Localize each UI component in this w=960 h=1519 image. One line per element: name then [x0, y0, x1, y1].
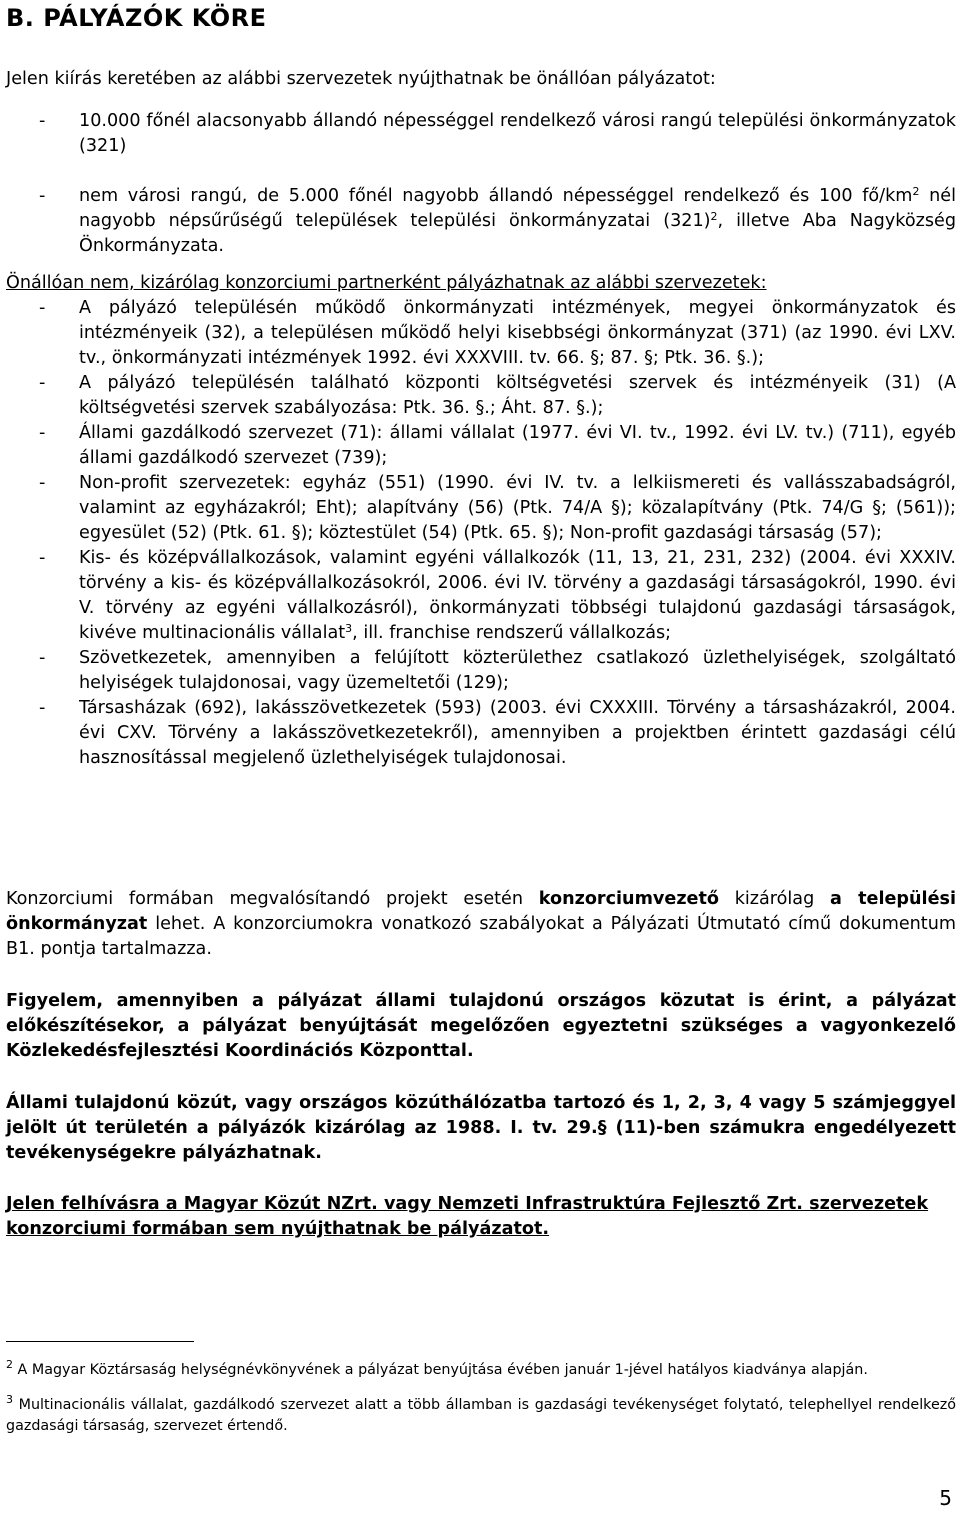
footnote-ref: 3 [345, 622, 353, 635]
warning-paragraph: Állami tulajdonú közút, vagy országos közúthálózatba tartozó és 1, 2, 3, 4 vagy 5 számjeggyel jelölt út területén a pályázók kizárólag az 1988. I. tv. 29.§ (11)-ben számukra engedélyezett tevékenységekre pályázhatnak. [6, 1093, 956, 1163]
list-item: - Kis- és középvállalkozások, valamint egyéni vállalkozók (11, 13, 21, 231, 232) (2004. évi XXXIV. törvény a kis- és középvállalkozásokról, 2006. évi IV. törvény a gazdasági társaságokról, 1990. évi V. törvény az egyéni vállalkozásról), önkormányzati többségi tulajdonú gazdasági társaságok, kivéve multinacionális vállalat$^3$, ill. franchise rendszerű vállalkozás; [6, 546, 956, 646]
list-item: - 10.000 főnél alacsonyabb állandó népességgel rendelkező városi rangú települési önkormányzatok (321) [6, 109, 956, 159]
intro-text: Jelen kiírás keretében az alábbi szervezetek nyújthatnak be önállóan pályázatot: [6, 69, 716, 89]
independent-applicants-list [6, 109, 956, 259]
list-item: - Non-profit szervezetek: egyház (551) (1990. évi IV. tv. a lelkiismereti és vallásszabadságról, valamint az egyházakról; Eht); alapítvány (56) (Ptk. 74/A §); közalapítvány (Ptk. 74/G §; (561)); egyesület (52) (Ptk. 61. §); köztestület (54) (Ptk. 65. §); Non-profit gazdasági társaság (57); [6, 471, 956, 546]
warning-paragraph: Jelen felhívásra a Magyar Közút NZrt. vagy Nemzeti Infrastruktúra Fejlesztő Zrt. szervezetek konzorciumi formában sem nyújthatnak be pályázatot. [6, 1194, 929, 1239]
list-item: - A pályázó településén található központi költségvetési szervek és intézményeik (31) (A költségvetési szervek szabályozása: Ptk. 36. §.; Áht. 87. §.); [6, 371, 956, 421]
page-number: 5 [939, 1486, 952, 1510]
footnote: $^3$ Multinacionális vállalat, gazdálkodó szervezet alatt a több államban is gazdasági tevékenységet folytató, telephellyel rendelkező gazdasági társaság, szervezet értendő. [6, 1393, 956, 1434]
list-item: - nem városi rangú, de 5.000 főnél nagyobb állandó népességgel rendelkező és 100 $fő/km^2$ nél nagyobb népsűrűségű települések települési önkormányzatai $(321)^2$, illetve Aba Nagyközség Önkormányzata. [6, 184, 956, 259]
warning-paragraph: Figyelem, amennyiben a pályázat állami tulajdonú országos közutat is érint, a pályázat előkészítésekor, a pályázat benyújtását megelőzően egyeztetni szükséges a vagyonkezelő Közlekedésfejlesztési Koordinációs Központtal. [6, 991, 956, 1061]
list-item: - Szövetkezetek, amennyiben a felújított közterülethez csatlakozó üzlethelyiségek, szolgáltató helyiségek tulajdonosai, vagy üzemeltetői (129); [6, 646, 956, 696]
footnote: $^2$ A Magyar Köztársaság helységnévkönyvének a pályázat benyújtása évében január 1-jével hatályos kiadványa alapján. [6, 1358, 868, 1378]
section-title: B. PÁLYÁZÓK KÖRE [6, 4, 267, 32]
footnote-divider [6, 1341, 194, 1342]
footnotes [6, 1360, 956, 1437]
footnote-ref: 2 [912, 185, 920, 198]
consortium-heading: Önállóan nem, kizárólag konzorciumi partnerként pályázhatnak az alábbi szervezetek: [6, 273, 767, 293]
footnote-ref: 2 [710, 210, 718, 223]
list-item: - Társasházak (692), lakásszövetkezetek (593) (2003. évi CXXXIII. Törvény a társasházakról, 2004. évi CXV. Törvény a lakásszövetkezetekről), amennyiben a projektben érintett gazdasági célú hasznosítással megjelenő üzlethelyiségek tulajdonosai. [6, 696, 956, 771]
consortium-partners-list [6, 296, 956, 771]
consortium-paragraph: Konzorciumi formában megvalósítandó projekt esetén konzorciumvezető kizárólag a települési önkormányzat lehet. A konzorciumokra vonatkozó szabályokat a Pályázati Útmutató című dokumentum B1. pontja tartalmazza. [6, 889, 957, 959]
list-item: - Állami gazdálkodó szervezet (71): állami vállalat (1977. évi VI. tv., 1992. évi LV. tv.) (711), egyéb állami gazdálkodó szervezet (739); [6, 421, 956, 471]
list-item: - A pályázó településén működő önkormányzati intézmények, megyei önkormányzatok és intézményeik (32), a településen működő helyi kisebbségi önkormányzat (371) (az 1990. évi LXV. tv., önkormányzati intézmények 1992. évi XXXVIII. tv. 66. §; 87. §; Ptk. 36. §.); [6, 296, 956, 371]
